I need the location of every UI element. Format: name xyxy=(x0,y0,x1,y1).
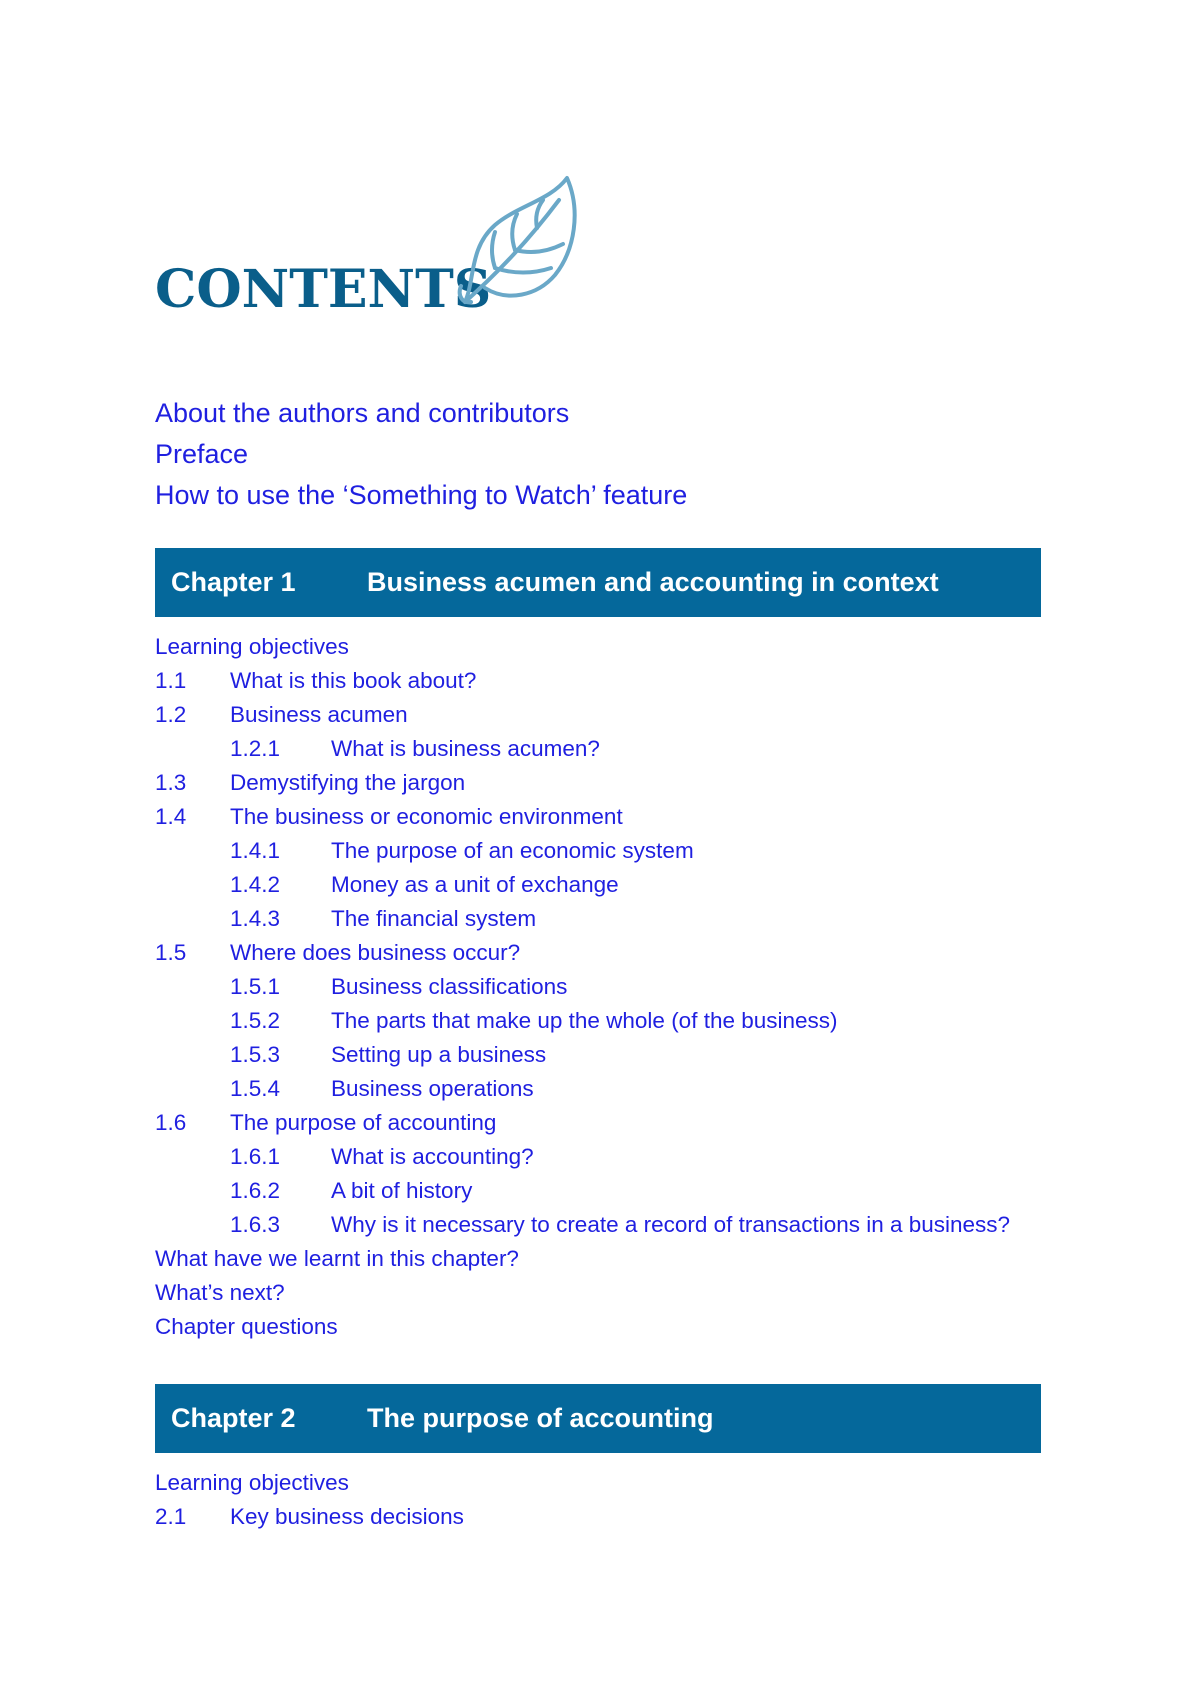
toc-entry-text[interactable]: What is accounting? xyxy=(331,1144,534,1169)
toc-entry-number: 1.4.3 xyxy=(230,906,281,931)
toc-entry-number: 1.2.1 xyxy=(230,736,281,761)
toc-entry-number: 1.5.3 xyxy=(230,1042,281,1067)
toc-entry[interactable] xyxy=(155,1072,1055,1106)
chapter-1-header[interactable] xyxy=(155,548,1041,617)
toc-entry-text[interactable]: Where does business occur? xyxy=(230,940,521,965)
toc-entry-text[interactable]: Chapter questions xyxy=(155,1314,338,1339)
toc-entry-text[interactable]: What’s next? xyxy=(155,1280,285,1305)
toc-entry[interactable] xyxy=(155,936,1055,970)
toc-entry-number: 2.1 xyxy=(155,1504,187,1529)
toc-entry[interactable] xyxy=(155,1310,1055,1344)
toc-entry[interactable] xyxy=(155,1038,1055,1072)
chapter-1-toc xyxy=(155,630,1055,1344)
toc-entry[interactable] xyxy=(155,970,1055,1004)
toc-entry[interactable] xyxy=(155,868,1055,902)
toc-entry[interactable] xyxy=(155,902,1055,936)
toc-entry[interactable] xyxy=(155,630,1055,664)
link-preface[interactable]: Preface xyxy=(155,439,249,469)
toc-entry-text[interactable]: What is this book about? xyxy=(230,668,477,693)
toc-entry[interactable] xyxy=(155,664,1055,698)
toc-entry-text[interactable]: The purpose of accounting xyxy=(230,1110,497,1135)
toc-entry[interactable] xyxy=(155,1208,1055,1242)
toc-entry-number: 1.6.1 xyxy=(230,1144,281,1169)
toc-entry-text[interactable]: The purpose of an economic system xyxy=(331,838,694,863)
chapter-title: The purpose of accounting xyxy=(367,1403,714,1433)
toc-entry-number: 1.5.4 xyxy=(230,1076,281,1101)
toc-entry[interactable] xyxy=(155,1500,1055,1534)
contents-heading xyxy=(155,240,655,330)
toc-entry-number: 1.4.2 xyxy=(230,872,281,897)
toc-entry-text[interactable]: Business operations xyxy=(331,1076,534,1101)
toc-entry-number: 1.5.1 xyxy=(230,974,281,999)
chapter-label: Chapter 1 xyxy=(171,567,296,597)
link-something-to-watch[interactable]: How to use the ‘Something to Watch’ feature xyxy=(155,480,688,510)
toc-entry-text[interactable]: Business acumen xyxy=(230,702,408,727)
chapter-2-header[interactable] xyxy=(155,1384,1041,1453)
link-about-authors[interactable]: About the authors and contributors xyxy=(155,398,570,428)
toc-entry[interactable] xyxy=(155,732,1055,766)
toc-entry-text[interactable]: Demystifying the jargon xyxy=(230,770,466,795)
toc-entry[interactable] xyxy=(155,800,1055,834)
toc-entry[interactable] xyxy=(155,1466,1055,1500)
toc-entry-text[interactable]: A bit of history xyxy=(331,1178,473,1203)
toc-entry[interactable] xyxy=(155,698,1055,732)
toc-entry[interactable] xyxy=(155,1174,1055,1208)
toc-entry-text[interactable]: Learning objectives xyxy=(155,1470,349,1495)
toc-entry-text[interactable]: What have we learnt in this chapter? xyxy=(155,1246,519,1271)
toc-entry-text[interactable]: Why is it necessary to create a record of transactions in a business? xyxy=(331,1212,1011,1237)
toc-entry-number: 1.6.2 xyxy=(230,1178,281,1203)
toc-entry-text[interactable]: Key business decisions xyxy=(230,1504,464,1529)
toc-entry-number: 1.1 xyxy=(155,668,187,693)
toc-entry-text[interactable]: The financial system xyxy=(331,906,537,931)
chapter-title: Business acumen and accounting in context xyxy=(367,567,939,597)
toc-entry-number: 1.4 xyxy=(155,804,187,829)
chapter-2-toc xyxy=(155,1466,1055,1534)
toc-entry-number: 1.2 xyxy=(155,702,187,727)
toc-entry-text[interactable]: Money as a unit of exchange xyxy=(331,872,619,897)
leaf-icon xyxy=(455,170,580,310)
toc-entry[interactable] xyxy=(155,1140,1055,1174)
front-matter-links xyxy=(155,393,687,516)
toc-entry-text[interactable]: The business or economic environment xyxy=(230,804,623,829)
toc-entry[interactable] xyxy=(155,1106,1055,1140)
toc-entry[interactable] xyxy=(155,1242,1055,1276)
toc-entry[interactable] xyxy=(155,834,1055,868)
toc-entry-text[interactable]: The parts that make up the whole (of the business) xyxy=(331,1008,838,1033)
toc-entry-text[interactable]: Learning objectives xyxy=(155,634,349,659)
toc-entry-number: 1.5.2 xyxy=(230,1008,281,1033)
toc-entry-number: 1.3 xyxy=(155,770,187,795)
toc-entry-number: 1.4.1 xyxy=(230,838,281,863)
toc-entry-number: 1.6.3 xyxy=(230,1212,281,1237)
toc-entry-text[interactable]: Business classifications xyxy=(331,974,568,999)
page-title: CONTENTS xyxy=(155,259,492,320)
toc-entry[interactable] xyxy=(155,1004,1055,1038)
chapter-label: Chapter 2 xyxy=(171,1403,296,1433)
toc-entry[interactable] xyxy=(155,1276,1055,1310)
toc-entry-text[interactable]: Setting up a business xyxy=(331,1042,547,1067)
toc-entry-text[interactable]: What is business acumen? xyxy=(331,736,600,761)
toc-entry-number: 1.6 xyxy=(155,1110,187,1135)
toc-entry-number: 1.5 xyxy=(155,940,187,965)
toc-entry[interactable] xyxy=(155,766,1055,800)
